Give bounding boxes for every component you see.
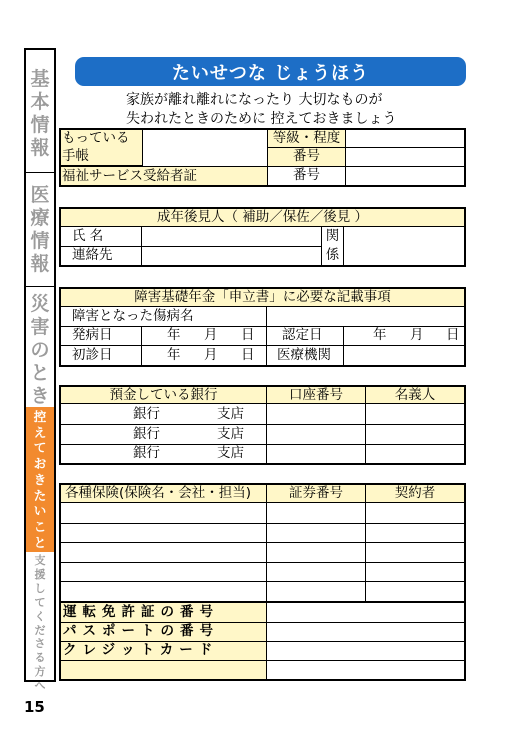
date-month-label: 月 <box>204 327 218 344</box>
tab-char: て <box>33 440 47 456</box>
insurance-entry-area[interactable] <box>61 504 464 601</box>
tab-char: て <box>34 595 46 609</box>
branch-suffix: 支店 <box>217 445 244 462</box>
passport-number-label: パスポートの番号 <box>63 623 219 640</box>
page-number: 15 <box>24 698 45 716</box>
tab-disaster[interactable] <box>26 293 54 407</box>
guardian-contact-label: 連絡先 <box>72 247 113 264</box>
license-number-label: 運転免許証の番号 <box>63 603 219 620</box>
license-number-field[interactable] <box>267 603 464 622</box>
account-number-field[interactable] <box>267 425 365 444</box>
pension-institution-label: 医療機関 <box>277 346 331 363</box>
handbook-label-line1: もっている <box>62 129 130 146</box>
bank-name-suffix: 銀行 <box>133 445 160 462</box>
insurance-header-label: 各種保険(保険名・会社・担当) <box>65 485 252 502</box>
tab-char: き <box>30 385 50 407</box>
intro-line-2: 失われたときのために 控えておきましょう <box>126 111 397 127</box>
tab-char: き <box>33 471 47 487</box>
date-day-label: 日 <box>241 346 255 363</box>
passport-number-field[interactable] <box>267 623 464 641</box>
guardian-header: 成年後見人（ 補助／保佐／後見 ） <box>156 209 369 226</box>
tab-char: 療 <box>30 207 50 229</box>
insurance-holder-label: 契約者 <box>394 485 436 502</box>
account-holder-field[interactable] <box>366 445 464 463</box>
date-day-label: 日 <box>446 327 460 344</box>
tab-char: る <box>34 651 46 665</box>
tab-char: た <box>33 487 47 503</box>
bank-account-label: 口座番号 <box>289 386 343 403</box>
credit-card-label: クレジットカード <box>63 642 219 659</box>
date-day-label: 日 <box>241 327 255 344</box>
insurance-policy-label: 証券番号 <box>289 485 343 502</box>
date-year-label: 年 <box>167 327 181 344</box>
bank-holder-label: 名義人 <box>394 386 436 403</box>
branch-suffix: 支店 <box>217 425 244 442</box>
pension-certified-label: 認定日 <box>282 327 323 344</box>
account-number-field[interactable] <box>267 445 365 463</box>
tab-char: し <box>34 581 46 595</box>
bank-name-suffix: 銀行 <box>133 405 160 422</box>
tab-char: 情 <box>30 230 50 252</box>
date-month-label: 月 <box>410 327 424 344</box>
tab-char: 情 <box>30 114 50 136</box>
guardian-name-label: 氏 名 <box>72 228 104 245</box>
section-sidebar <box>24 48 56 693</box>
account-number-field[interactable] <box>267 405 365 424</box>
numbers-extra-field[interactable] <box>61 661 464 679</box>
tab-char: 援 <box>34 567 46 581</box>
handbook-grade-field[interactable] <box>345 128 466 148</box>
tab-divider <box>26 172 54 173</box>
bank-name-suffix: 銀行 <box>133 425 160 442</box>
pension-row-divider <box>61 326 464 327</box>
date-month-label: 月 <box>204 346 218 363</box>
pension-disease-label: 障害となった傷病名 <box>72 308 194 325</box>
pension-onset-label: 発病日 <box>72 327 113 344</box>
tab-basic-info[interactable] <box>26 68 54 168</box>
intro-line-1: 家族が離れ離れになったり 大切なものが <box>126 92 383 108</box>
tab-divider <box>26 286 54 287</box>
tab-supporters[interactable] <box>26 554 54 693</box>
tab-char: 基 <box>30 68 50 90</box>
tab-char: い <box>33 503 47 519</box>
handbook-number-field[interactable] <box>345 147 466 167</box>
tab-char: と <box>30 362 50 384</box>
tab-char: く <box>34 609 46 623</box>
handbook-label-line2: 手帳 <box>62 147 89 164</box>
tab-char: 報 <box>30 137 50 159</box>
guardian-name-field[interactable] <box>142 228 321 246</box>
tab-char: 医 <box>30 184 50 206</box>
tab-char: 害 <box>30 316 50 338</box>
tab-char: 支 <box>34 554 46 567</box>
tab-char: こ <box>33 518 47 534</box>
tab-medical-info[interactable] <box>26 184 54 284</box>
pension-col-divider <box>141 327 142 365</box>
guardian-contact-field[interactable] <box>142 247 321 265</box>
tab-things-to-note[interactable] <box>26 407 54 552</box>
account-holder-field[interactable] <box>366 425 464 444</box>
credit-card-field[interactable] <box>267 642 464 660</box>
tab-char: だ <box>34 623 46 637</box>
tab-char: え <box>33 424 47 440</box>
guardian-relation-field[interactable] <box>344 228 464 265</box>
tab-char: 方 <box>34 665 46 679</box>
handbook-type-field[interactable] <box>142 128 268 167</box>
date-year-label: 年 <box>167 346 181 363</box>
pension-first-visit-label: 初診日 <box>72 346 113 363</box>
handbook-number-label: 番号 <box>293 148 320 165</box>
tab-char: お <box>33 456 47 472</box>
guardian-relation-line2: 係 <box>325 247 340 264</box>
tab-char: さ <box>34 637 46 651</box>
welfare-number-label: 番号 <box>293 167 320 184</box>
pension-institution-field[interactable] <box>344 346 464 365</box>
pension-header: 障害基礎年金「申立書」に必要な記載事項 <box>134 289 391 306</box>
welfare-label: 福祉サービス受給者証 <box>62 167 197 184</box>
tab-char: へ <box>34 679 46 693</box>
tab-char: の <box>30 339 50 361</box>
branch-suffix: 支店 <box>217 405 244 422</box>
page-title: たいせつな じょうほう <box>75 57 466 86</box>
tab-char: 本 <box>30 91 50 113</box>
tab-char: と <box>33 534 47 550</box>
tab-char: 報 <box>30 253 50 275</box>
bank-header-label: 預金している銀行 <box>109 386 218 403</box>
account-holder-field[interactable] <box>366 405 464 424</box>
date-year-label: 年 <box>373 327 387 344</box>
tab-char: 控 <box>33 409 47 424</box>
pension-disease-field[interactable] <box>267 308 464 326</box>
tab-char: 災 <box>30 293 50 315</box>
handbook-grade-label: 等級・程度 <box>272 129 341 146</box>
guardian-relation-line1: 関 <box>325 228 340 245</box>
welfare-number-field[interactable] <box>345 166 466 187</box>
